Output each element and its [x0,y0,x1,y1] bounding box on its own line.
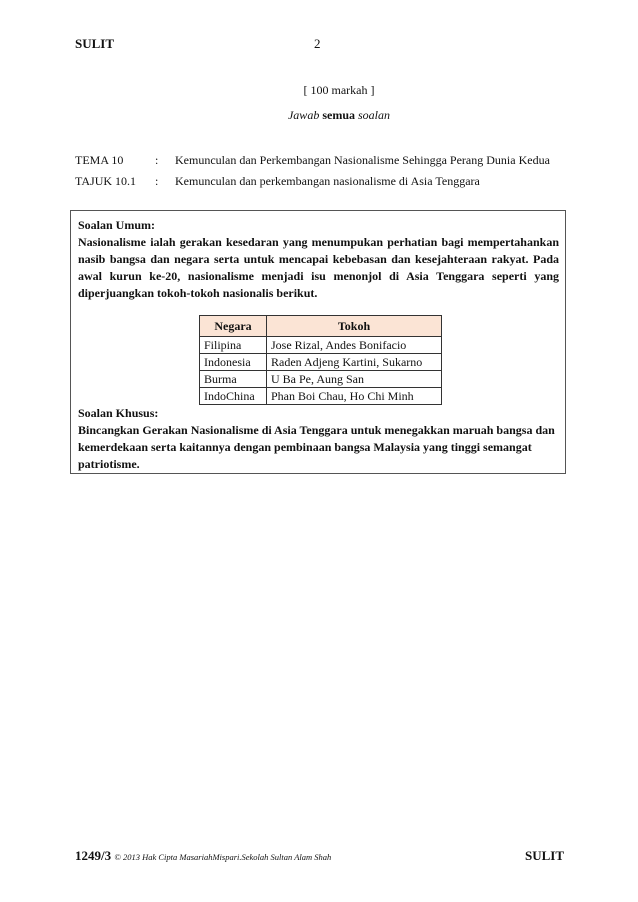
table-cell-tokoh: Jose Rizal, Andes Bonifacio [267,337,442,354]
table-header-row [200,316,442,337]
soalan-khusus-text: Bincangkan Gerakan Nasionalisme di Asia Tenggara untuk menegakkan maruah bangsa dan kemerdekaan serta kaitannya dengan pembinaan bangsa Malaysia yang tinggi semangat patriotisme. [78,423,555,471]
tema-row [75,153,550,168]
instruction-pre: Jawab [287,108,320,122]
table-cell-negara: Burma [200,371,267,388]
tajuk-row [75,174,480,189]
table-cell-tokoh: U Ba Pe, Aung San [267,371,442,388]
paper-code: 1249/3 [75,848,112,863]
question-box [70,210,566,474]
tajuk-value: Kemunculan dan perkembangan nasionalisme di Asia Tenggara [175,174,480,188]
copyright-text: © 2013 Hak Cipta MasariahMispari.Sekolah Sultan Alam Shah [114,852,332,862]
footer-sulit: SULIT [525,848,565,863]
soalan-umum-text: Nasionalisme ialah gerakan kesedaran yang menumpukan perhatian bagi mempertahankan nasib bangsa dan negara serta untuk mencapai kebebasan dan kesejahteraan rakyat. Pada awal kurun ke-20, nasionalisme menjadi isu menonjol di Asia Tenggara seperti yang diperjuangkan tokoh-tokoh nasionalis berikut. [78,235,559,300]
tajuk-key: TAJUK 10.1 [75,174,137,188]
page-number: 2 [314,36,321,51]
table-cell-negara: Indonesia [200,354,267,371]
instruction-bold: semua [322,108,355,122]
tajuk-colon: : [155,174,159,188]
table-row [200,354,442,371]
total-marks: [ 100 markah ] [303,83,375,97]
instruction-post: soalan [358,108,391,122]
instruction [0,108,638,123]
table-cell-negara: Filipina [200,337,267,354]
tema-key: TEMA 10 [75,153,124,167]
footer-code [75,848,331,864]
table-cell-negara: IndoChina [200,388,267,405]
tokoh-table [199,315,442,405]
table-row [200,388,442,405]
tema-value: Kemunculan dan Perkembangan Nasionalisme Sehingga Perang Dunia Kedua [175,153,550,167]
table-header-negara: Negara [200,316,267,337]
table-row [200,371,442,388]
tema-colon: : [155,153,159,167]
soalan-umum-title: Soalan Umum: [78,218,156,232]
table-cell-tokoh: Raden Adjeng Kartini, Sukarno [267,354,442,371]
header-sulit: SULIT [75,36,115,51]
table-row [200,337,442,354]
soalan-khusus-title: Soalan Khusus: [78,406,159,420]
table-cell-tokoh: Phan Boi Chau, Ho Chi Minh [267,388,442,405]
table-header-tokoh: Tokoh [267,316,442,337]
